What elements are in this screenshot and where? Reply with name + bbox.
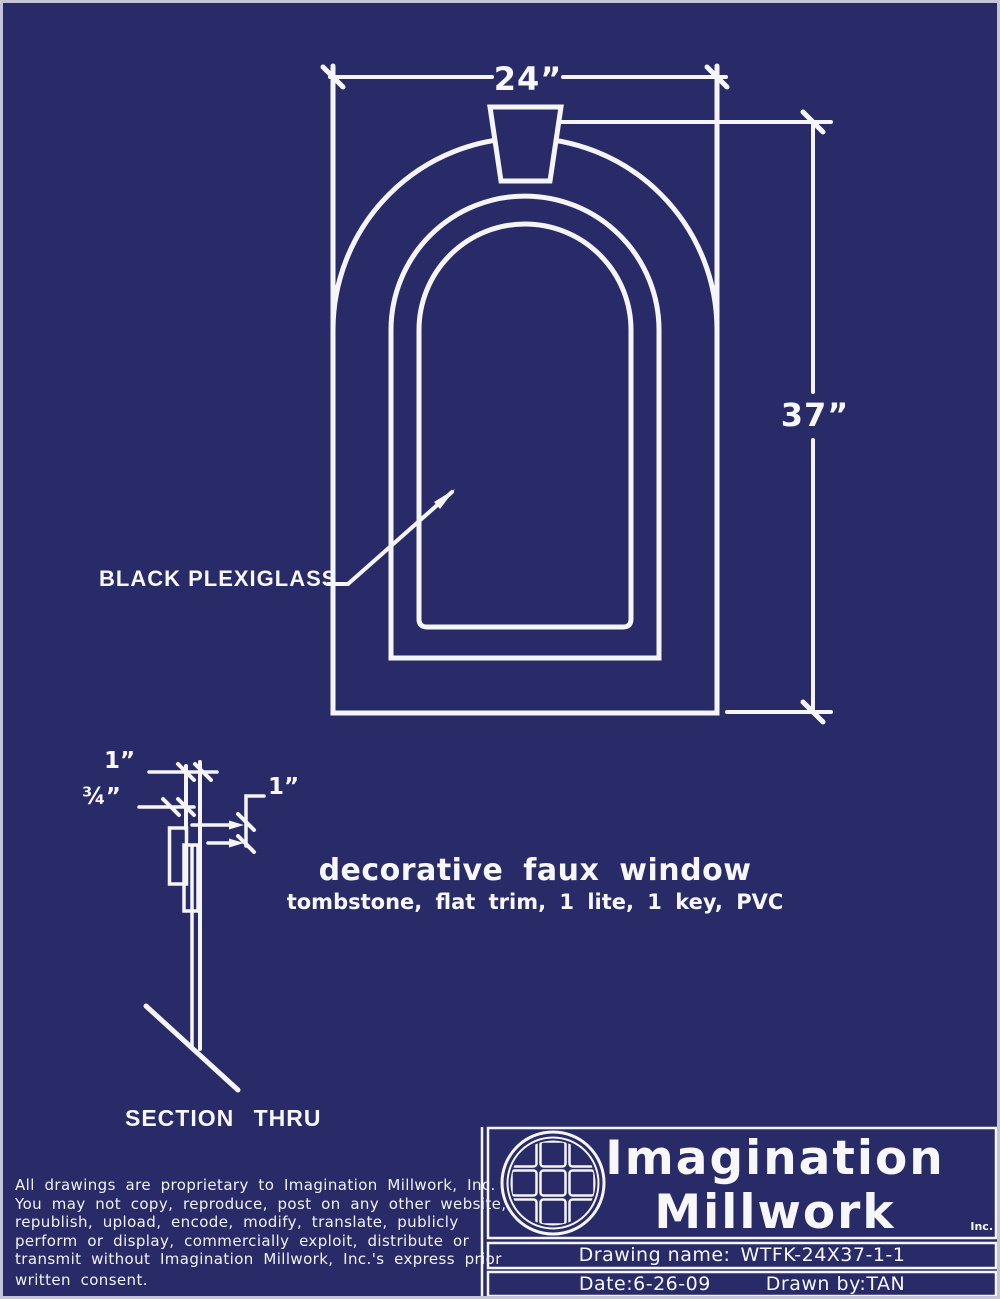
company-suffix: Inc. xyxy=(970,1220,993,1233)
lite-frame xyxy=(419,330,631,627)
trim-frame xyxy=(391,330,659,658)
drawing-name-value: WTFK-24X37-1-1 xyxy=(740,1244,906,1266)
copyright-line: republish, upload, encode, modify, translate, publicly xyxy=(15,1213,459,1232)
window-elevation-drawing xyxy=(333,66,717,713)
section-detail-drawing xyxy=(139,762,264,1090)
date-drawnby-row xyxy=(488,1272,996,1296)
date-label: Date: xyxy=(578,1273,634,1295)
section-dim-mid-label: ¾” xyxy=(82,784,121,810)
drawn-by-value: TAN xyxy=(866,1273,906,1295)
drawing-subtitle: tombstone, flat trim, 1 lite, 1 key, PVC xyxy=(286,890,784,914)
section-caption: SECTION THRU xyxy=(125,1105,322,1131)
drawn-by-label: Drawn by: xyxy=(765,1273,867,1295)
copyright-line: written consent. xyxy=(15,1270,148,1289)
material-label: BLACK PLEXIGLASS xyxy=(99,566,338,591)
trim-arch xyxy=(391,196,659,330)
copyright-line: transmit without Imagination Millwork, Inc.'s express prior xyxy=(15,1250,502,1269)
copyright-notice xyxy=(15,1176,507,1290)
copyright-line: You may not copy, reproduce, post on any other website, xyxy=(15,1194,507,1213)
company-name xyxy=(560,1132,990,1240)
company-name-line2: Millwork xyxy=(654,1185,896,1240)
section-dim-top-label: 1” xyxy=(104,748,136,774)
copyright-line: perform or display, commercially exploit, distribute or xyxy=(15,1231,470,1250)
drawing-title: decorative faux window xyxy=(318,853,752,888)
drawing-name-label: Drawing name: xyxy=(578,1244,731,1266)
arrowhead xyxy=(229,821,244,830)
date-field xyxy=(579,1272,711,1296)
height-dimension-label: 37” xyxy=(780,396,850,434)
section-dim-right-label: 1” xyxy=(268,774,300,800)
company-name-line1: Imagination xyxy=(605,1131,945,1186)
drawing-name-row xyxy=(488,1243,996,1268)
drawn-by-field xyxy=(766,1272,905,1296)
copyright-line: All drawings are proprietary to Imagination Millwork, Inc. xyxy=(15,1176,496,1194)
width-dimension-label: 24” xyxy=(493,60,563,98)
keystone xyxy=(490,107,561,181)
lite-arch xyxy=(419,224,631,330)
date-value: 6-26-09 xyxy=(633,1273,711,1295)
